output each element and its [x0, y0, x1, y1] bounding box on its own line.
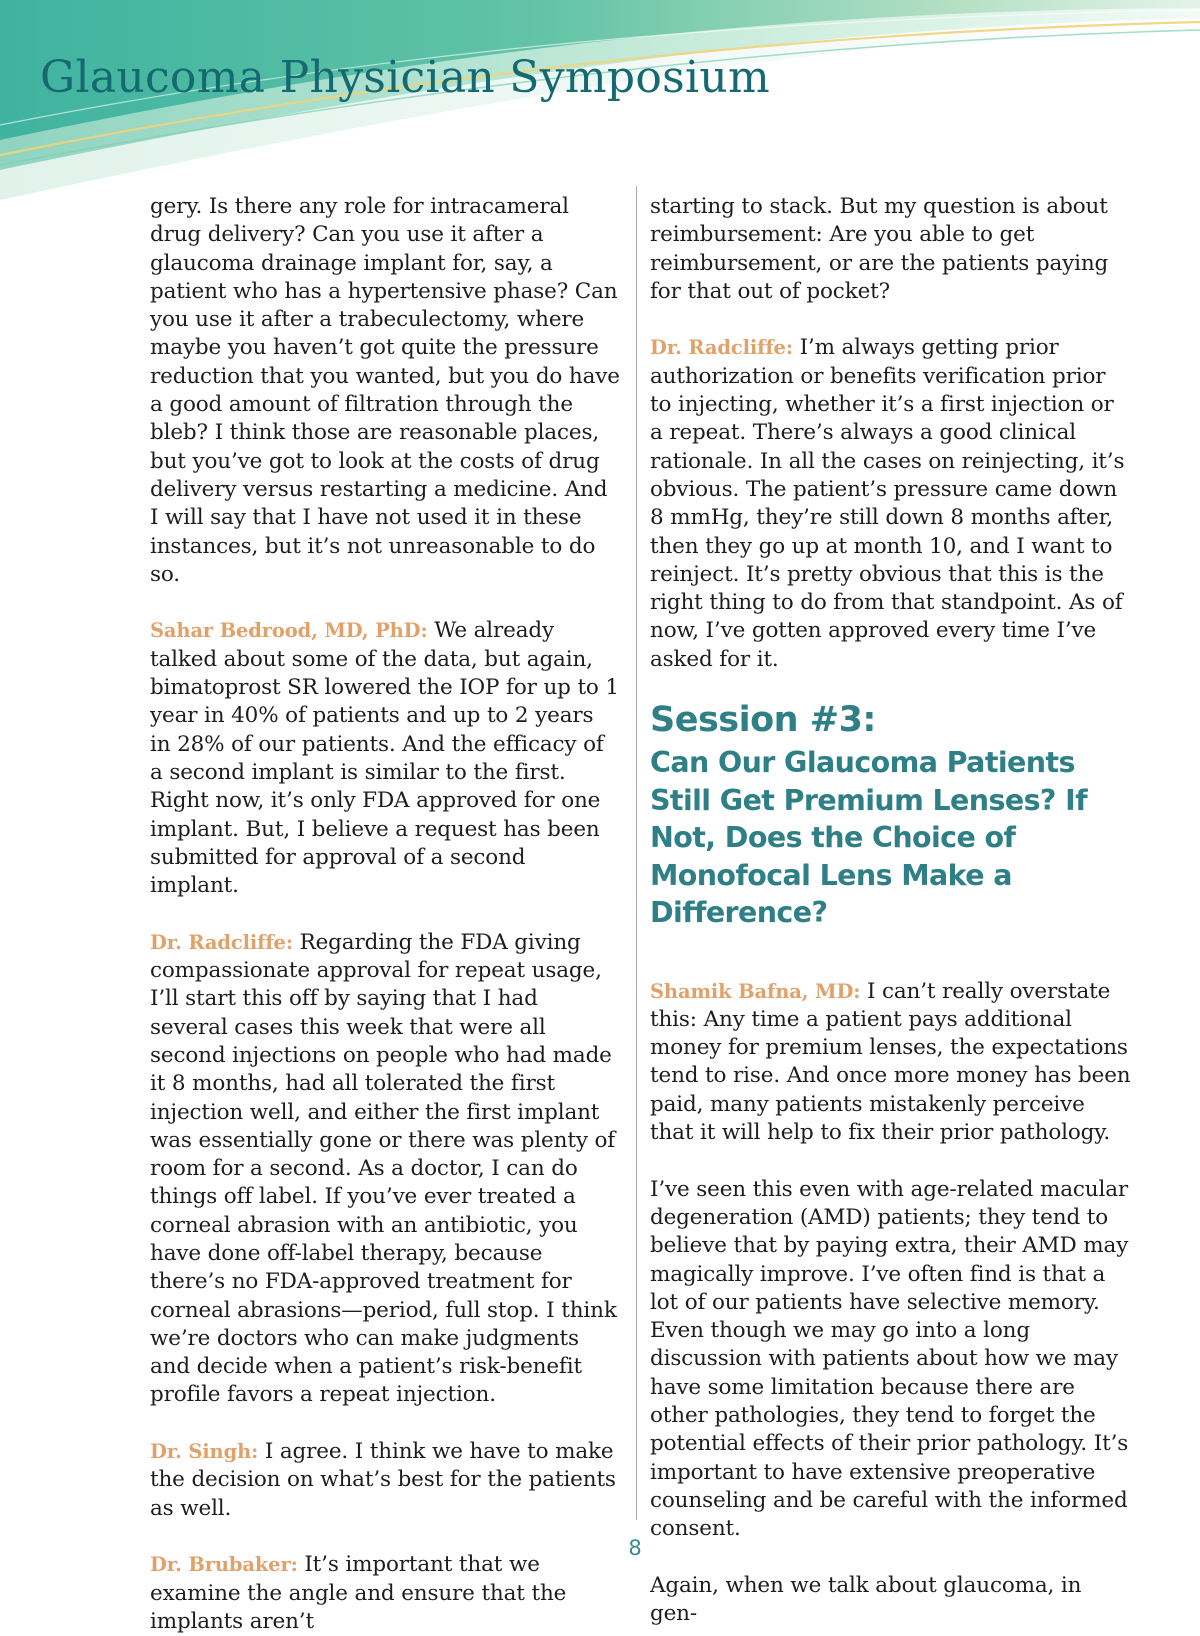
- paragraph-text: Again, when we talk about glaucoma, in gen-: [650, 1572, 1082, 1627]
- right-column: [650, 193, 1132, 1628]
- right-paragraph: [650, 978, 1132, 1148]
- header-wave-graphic: [0, 0, 1200, 215]
- right-paragraph: [650, 1176, 1132, 1544]
- paragraph-text: starting to stack. But my question is about reimbursement: Are you able to get reimbursement, or are the patients paying for that out of pocket?: [650, 194, 1109, 304]
- paragraph-text: I’m always getting prior authorization or benefits verification prior to injecting, whether it’s a first injection or a repeat. There’s always a good clinical rationale. In all the cases on reinjecting, it’s obvious. The patient’s pressure came down 8 mmHg, they’re still down 8 months after, then they go up at month 10, and I want to reinject. It’s pretty obvious that this is the right thing to do from that standpoint. As of now, I’ve gotten approved every time I’ve asked for it.: [650, 335, 1125, 672]
- header-banner: [0, 0, 1200, 215]
- paragraph-text: gery. Is there any role for intracameral drug delivery? Can you use it after a glaucoma drainage implant for, say, a patient who has a hypertensive phase? Can you use it after a trabeculectomy, where maybe you haven’t got quite the pressure reduction that you wanted, but you do have a good amount of filtration through the bleb? I think those are reasonable places, but you’ve got to look at the costs of drug delivery versus restarting a medicine. And I will say that I have not used it in these instances, but it’s not unreasonable to do so.: [150, 194, 620, 587]
- page-title: Glaucoma Physician Symposium: [40, 52, 771, 103]
- right-paragraph: [650, 334, 1132, 674]
- paragraph-text: Regarding the FDA giving compassionate approval for repeat usage, I’ll start this off by saying that I had several cases this week that were all second injections on people who had made it 8 months, had all tolerated the first injection well, and either the first implant was essentially gone or there was plenty of room for a second. As a doctor, I can do things off label. If you’ve ever treated a corneal abrasion with an antibiotic, you have done off-label therapy, because there’s no FDA-approved treatment for corneal abrasions—period, full stop. I think we’re doctors who can make judgments and decide when a patient’s risk-benefit profile favors a repeat injection.: [150, 929, 617, 1408]
- left-paragraph: [150, 1438, 620, 1523]
- left-paragraph: [150, 1551, 620, 1636]
- session-heading: [650, 700, 1132, 932]
- left-paragraph: [150, 193, 620, 589]
- right-paragraph: [650, 1572, 1132, 1629]
- page-number: 8: [628, 1536, 642, 1560]
- speaker-name: Dr. Radcliffe:: [650, 336, 793, 360]
- paragraph-text: I agree. I think we have to make the decision on what’s best for the patients as well.: [150, 1439, 616, 1521]
- speaker-name: Sahar Bedrood, MD, PhD:: [150, 619, 428, 643]
- paragraph-text: We already talked about some of the data, but again, bimatoprost SR lowered the IOP for up to 1 year in 40% of patients and up to 2 years in 28% of our patients. And the efficacy of a second implant is similar to the first. Right now, it’s only FDA approved for one implant. But, I believe a request has been submitted for approval of a second implant.: [150, 618, 619, 899]
- speaker-name: Dr. Brubaker:: [150, 1553, 298, 1577]
- session-number: Session #3:: [650, 700, 876, 741]
- paragraph-text: I can’t really overstate this: Any time a patient pays additional money for premium lenses, the expectations tend to rise. And once more money has been paid, many patients mistakenly perceive that it will help to fix their prior pathology.: [650, 978, 1131, 1146]
- left-paragraph: [150, 617, 620, 900]
- paragraph-text: I’ve seen this even with age-related macular degeneration (AMD) patients; they tend to believe that by paying extra, their AMD may magically improve. I’ve often find is that a lot of our patients have selective memory. Even though we may go into a long discussion with patients about how we may have some limitation because there are other pathologies, they tend to forget the potential effects of their prior pathology. It’s important to have extensive preoperative counseling and be careful with the informed consent.: [650, 1176, 1129, 1542]
- session-title: Can Our Glaucoma Patients Still Get Premium Lenses? If Not, Does the Choice of Monofocal Lens Make a Difference?: [650, 746, 1087, 930]
- left-paragraph: [150, 929, 620, 1410]
- speaker-name: Dr. Radcliffe:: [150, 930, 293, 954]
- column-divider: [636, 186, 637, 1520]
- speaker-name: Dr. Singh:: [150, 1440, 259, 1464]
- left-column: [150, 193, 620, 1636]
- paragraph-text: It’s important that we examine the angle and ensure that the implants aren’t: [150, 1552, 567, 1634]
- speaker-name: Shamik Bafna, MD:: [650, 979, 861, 1003]
- right-paragraph: [650, 193, 1132, 306]
